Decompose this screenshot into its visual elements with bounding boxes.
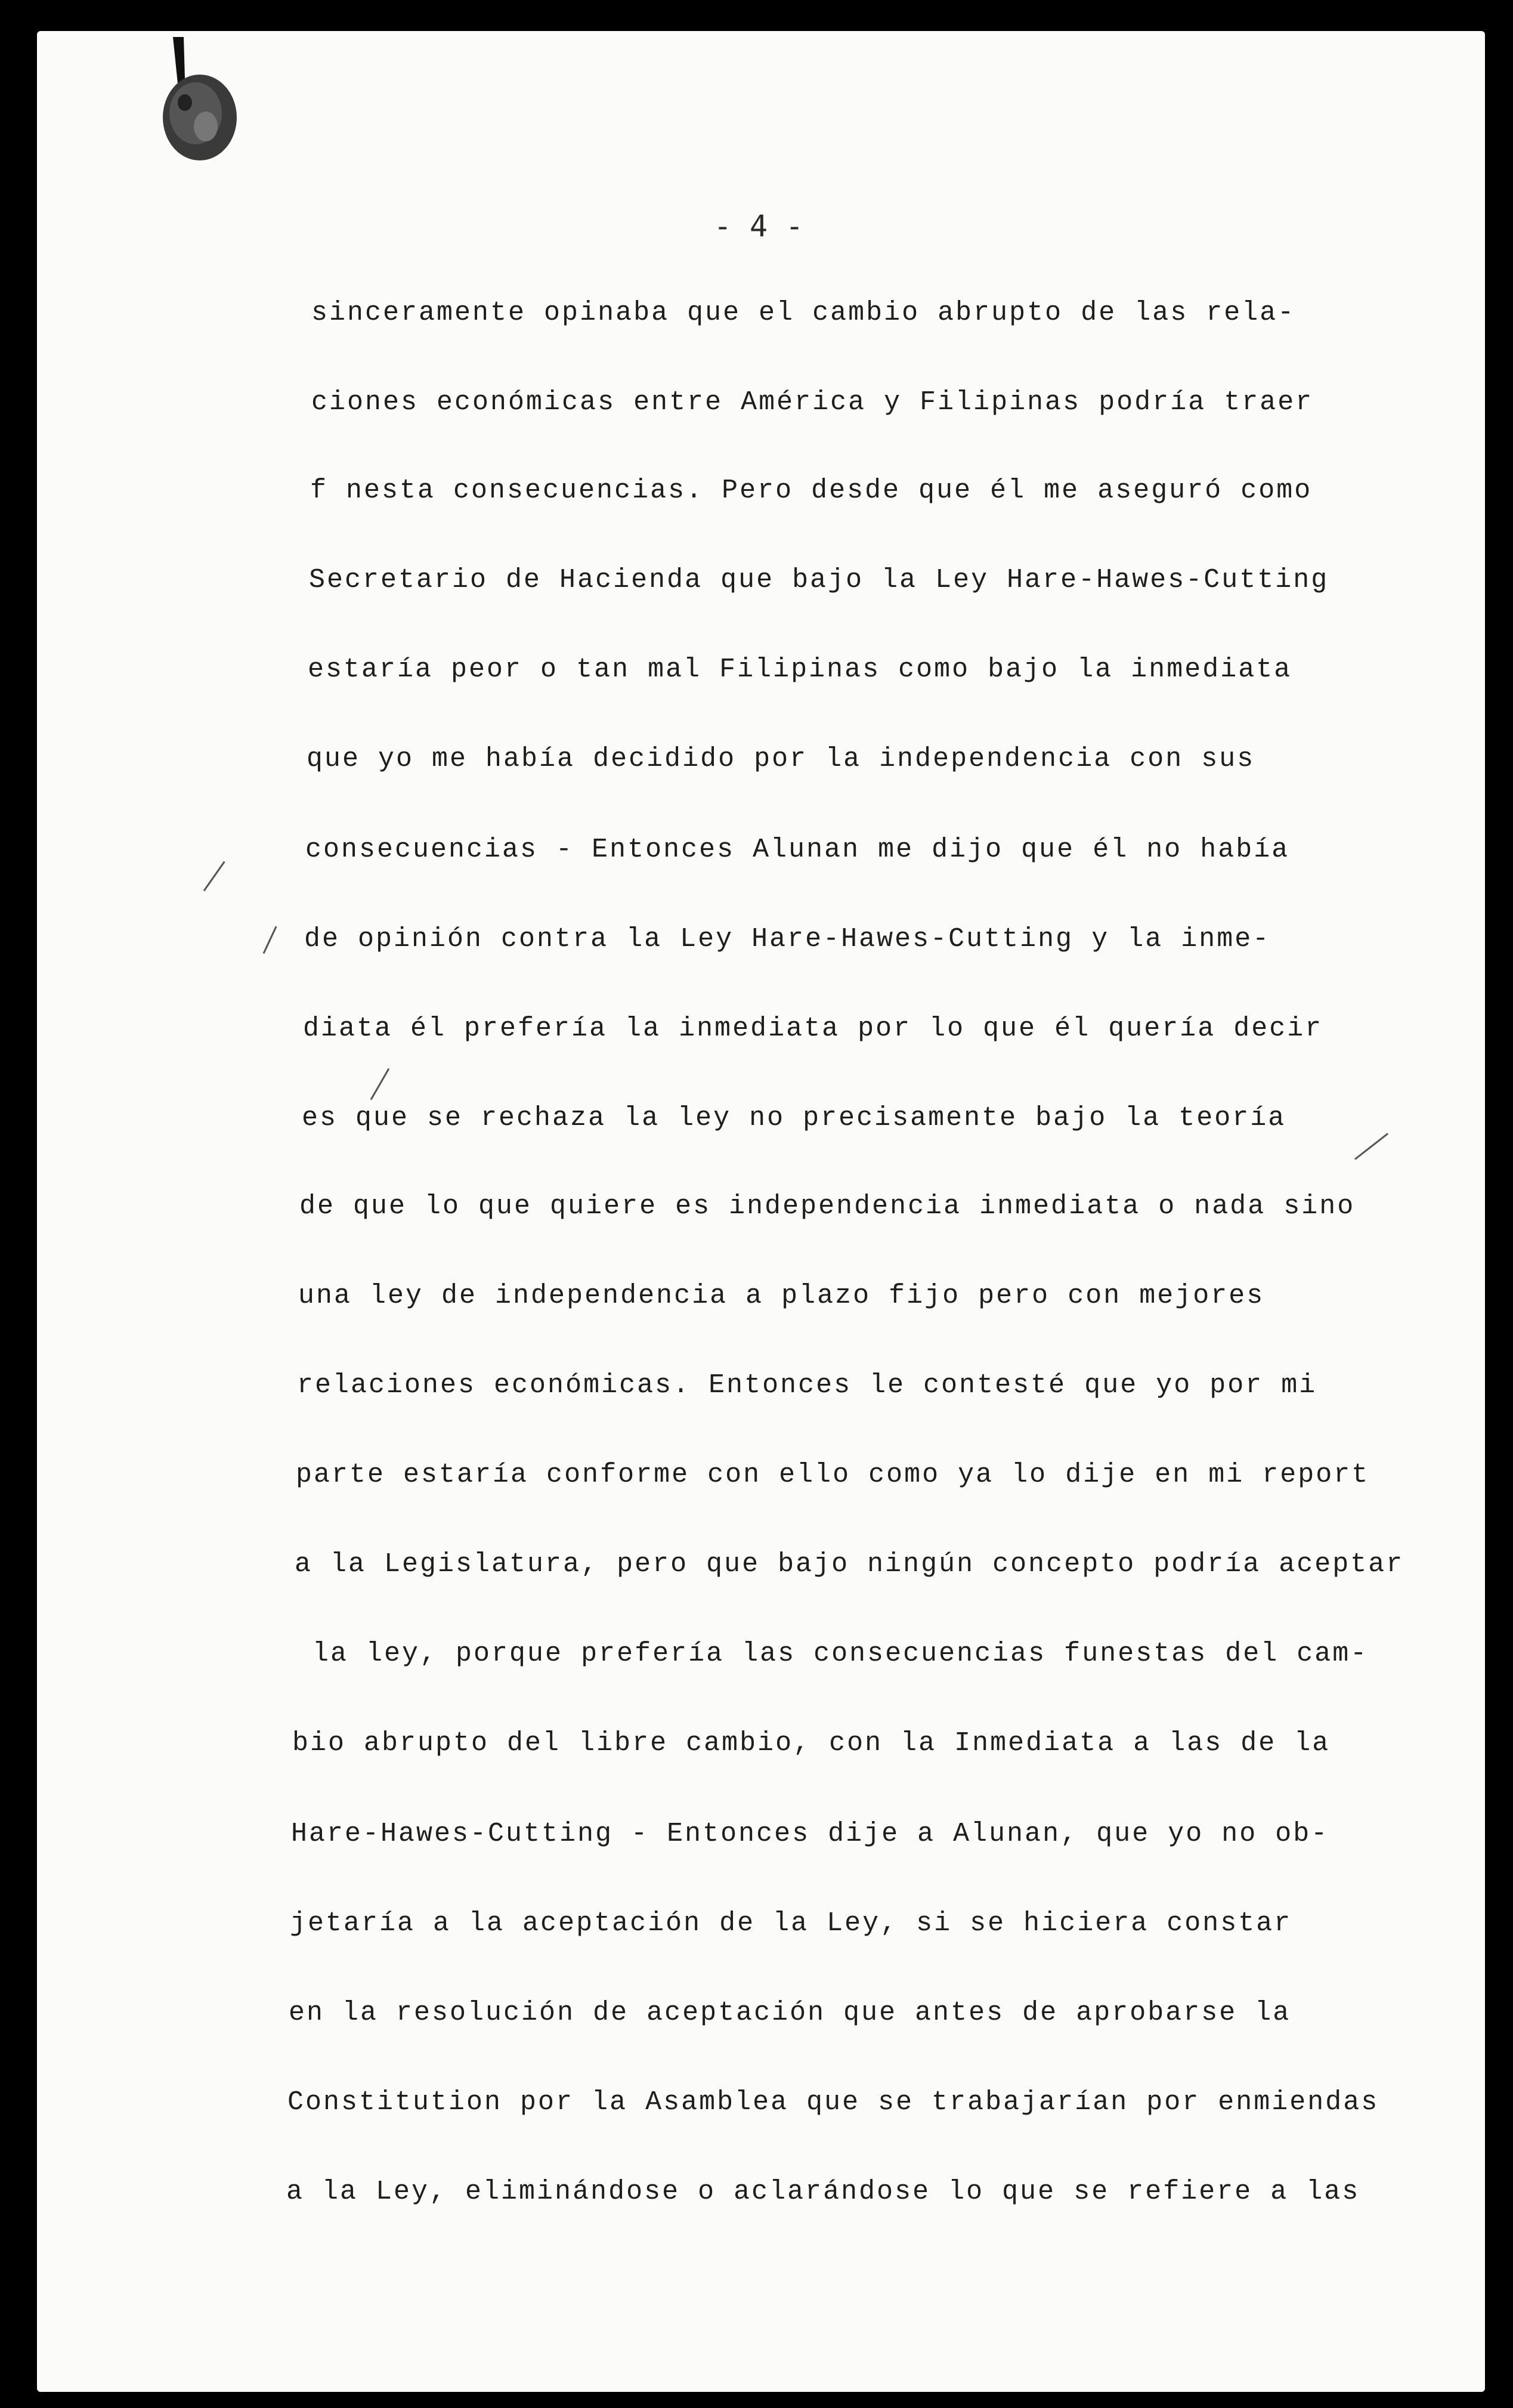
text-line: Hare-Hawes-Cutting - Entonces dije a Alunan, que yo no ob-: [291, 1819, 1329, 1849]
text-line: sinceramente opinaba que el cambio abrupto de las rela-: [311, 298, 1296, 328]
text-line: la ley, porque prefería las consecuencias funestas del cam-: [312, 1639, 1369, 1669]
text-line: parte estaría conforme con ello como ya lo dije en mi report: [296, 1460, 1370, 1490]
text-line: a la Ley, eliminándose o aclarándose lo que se refiere a las: [286, 2177, 1360, 2207]
text-line: en la resolución de aceptación que antes de aprobarse la: [289, 1998, 1291, 2028]
document-page: [37, 31, 1485, 2392]
text-line: consecuencias - Entonces Alunan me dijo que él no había: [305, 834, 1290, 865]
text-line: Secretario de Hacienda que bajo la Ley Hare-Hawes-Cutting: [309, 565, 1329, 595]
text-line: una ley de independencia a plazo fijo pero con mejores: [298, 1281, 1265, 1311]
text-line: f nesta consecuencias. Pero desde que él me aseguró como: [310, 475, 1313, 506]
text-line: a la Legislatura, pero que bajo ningún concepto podría aceptar: [295, 1549, 1404, 1579]
text-line: de opinión contra la Ley Hare-Hawes-Cutting y la inme-: [304, 924, 1271, 954]
text-line: diata él prefería la inmediata por lo que él quería decir: [303, 1013, 1323, 1044]
text-line: jetaría a la aceptación de la Ley, si se hiciera constar: [290, 1908, 1292, 1939]
text-line: que yo me había decidido por la independencia con sus: [307, 744, 1255, 774]
text-line: bio abrupto del libre cambio, con la Inmediata a las de la: [292, 1728, 1331, 1758]
text-line: es que se rechaza la ley no precisamente bajo la teoría: [302, 1103, 1286, 1133]
text-line: ciones económicas entre América y Filipinas podría traer: [311, 387, 1314, 418]
text-line: Constitution por la Asamblea que se trabajarían por enmiendas: [287, 2087, 1379, 2118]
text-line: estaría peor o tan mal Filipinas como bajo la inmediata: [308, 654, 1292, 685]
body-text: [37, 31, 1485, 2392]
text-line: de que lo que quiere es independencia inmediata o nada sino: [299, 1191, 1356, 1222]
page-number: - 4 -: [713, 209, 804, 243]
text-line: relaciones económicas. Entonces le contesté que yo por mi: [297, 1370, 1317, 1401]
